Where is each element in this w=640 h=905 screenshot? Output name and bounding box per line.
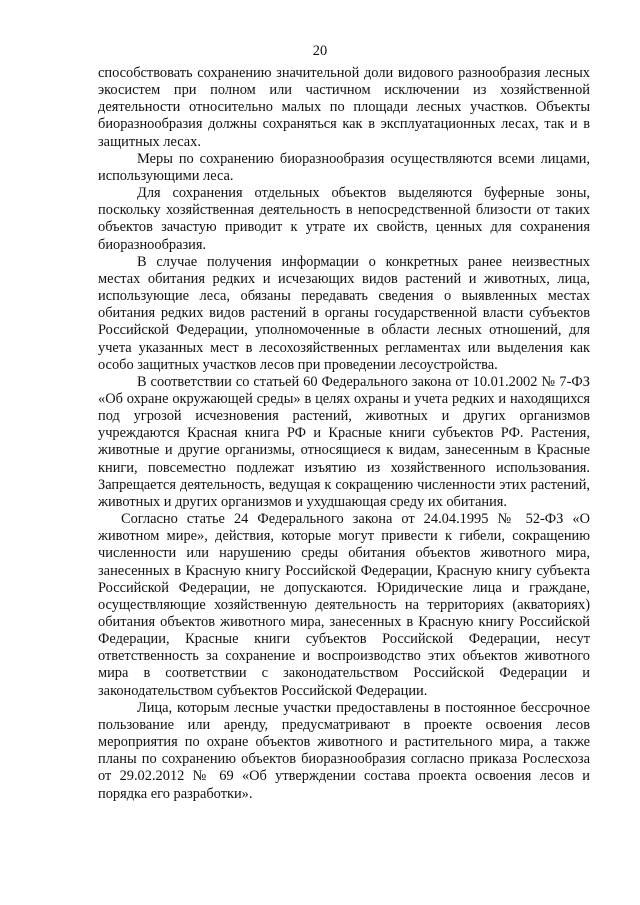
page-number: 20 bbox=[312, 43, 328, 59]
paragraph-buffer-zones: Для сохранения отдельных объектов выделяются буферные зоны, поскольку хозяйственная деятельность в непосредственной близости от таких объектов зачастую приводит к утрате их свойств, ценных для сохранения биоразнообразия. bbox=[98, 185, 590, 253]
paragraph-biodiversity-measures: Меры по сохранению биоразнообразия осуществляются всеми лицами, использующими леса. bbox=[98, 150, 590, 184]
document-body bbox=[98, 65, 590, 803]
paragraph-continuation: способствовать сохранению значительной доли видового разнообразия лесных экосистем при полном или частичном исключении из хозяйственной деятельности относительно малых по площади лесных участков. Объекты биоразнообразия должны сохраняться как в эксплуатационных лесах, так и в защитных лесах. bbox=[98, 65, 590, 150]
paragraph-red-book-law: В соответствии со статьей 60 Федерального закона от 10.01.2002 № 7-ФЗ «Об охране окружающей среды» в целях охраны и учета редких и находящихся под угрозой исчезновения растений, животных и других организмов учреждаются Красная книга РФ и Красные книги субъектов РФ. Растения, животные и другие организмы, относящиеся к видам, занесенным в Красные книги, повсеместно подлежат изъятию из хозяйственного использования. Запрещается деятельность, ведущая к сокращению численности этих растений, животных и других организмов и ухудшающая среду их обитания. bbox=[98, 373, 590, 510]
paragraph-forest-development-project: Лица, которым лесные участки предоставлены в постоянное бессрочное пользование или аренду, предусматривают в проекте освоения лесов мероприятия по охране объектов животного и растительного мира, а также планы по сохранению объектов биоразнообразия согласно приказа Рослесхоза от 29.02.2012 № 69 «Об утверждении состава проекта освоения лесов и порядка его разработки». bbox=[98, 699, 590, 802]
paragraph-wildlife-law: Согласно статье 24 Федерального закона от 24.04.1995 № 52-ФЗ «О животном мире», действия, которые могут привести к гибели, сокращению численности или нарушению среды обитания объектов животного мира, занесенных в Красную книгу Российской Федерации, Красную книгу субъекта Российской Федерации, не допускаются. Юридические лица и граждане, осуществляющие хозяйственную деятельность на территориях (акваториях) обитания объектов животного мира, занесенных в Красную книгу Российской Федерации, Красные книги субъектов Российской Федерации, несут ответственность за сохранение и воспроизводство этих объектов животного мира в соответствии с законодательством Российской Федерации и законодательством субъектов Российской Федерации. bbox=[98, 511, 590, 699]
paragraph-rare-species-reporting: В случае получения информации о конкретных ранее неизвестных местах обитания редких и исчезающих видов растений и животных, лица, использующие леса, обязаны передавать сведения о выявленных местах обитания редких видов растений в органы государственной власти субъектов Российской Федерации, уполномоченные в области лесных отношений, для учета указанных мест в лесохозяйственных регламентах или выделения как особо защитных участков лесов при проведении лесоустройства. bbox=[98, 253, 590, 373]
